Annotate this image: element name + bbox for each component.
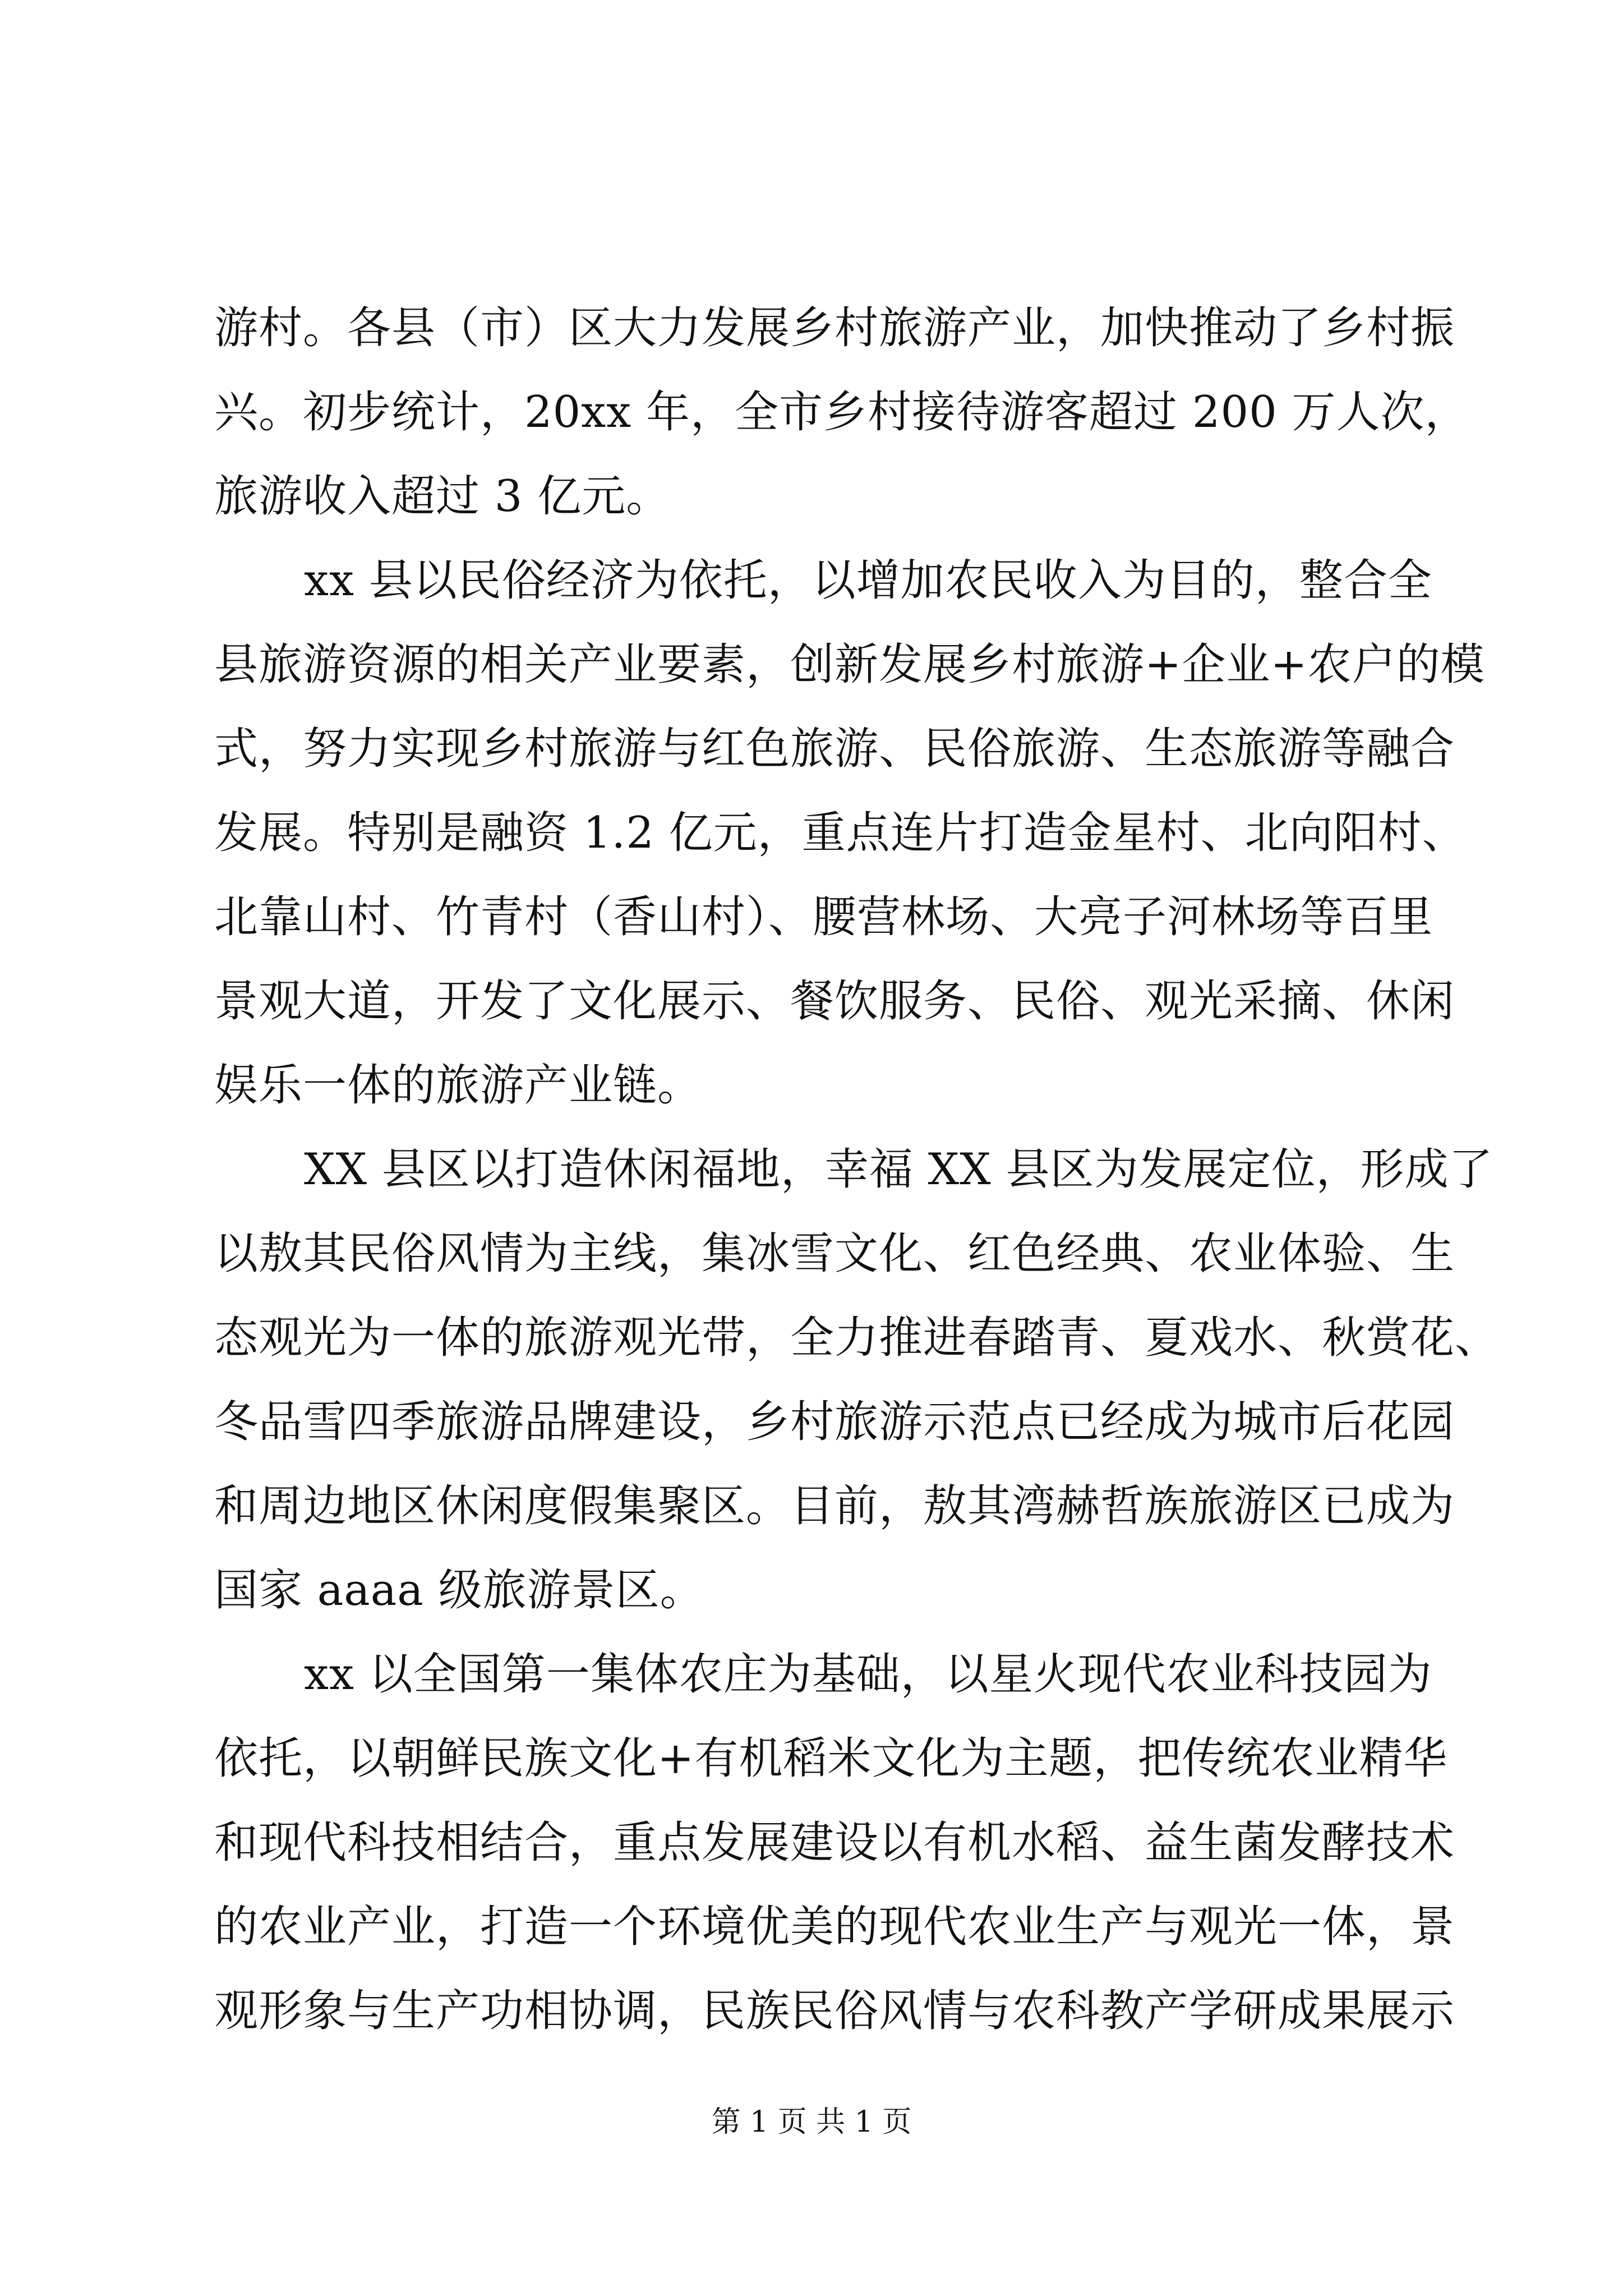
text-line: 以敖其民俗风情为主线，集冰雪文化、红色经典、农业体验、生 bbox=[214, 1228, 1455, 1279]
text-line: 和周边地区休闲度假集聚区。目前，敖其湾赫哲族旅游区已成为 bbox=[214, 1481, 1455, 1531]
text-line: 景观大道，开发了文化展示、餐饮服务、民俗、观光采摘、休闲 bbox=[214, 976, 1455, 1027]
body-text bbox=[214, 286, 1500, 2053]
text-line: 式，努力实现乡村旅游与红色旅游、民俗旅游、生态旅游等融合 bbox=[214, 724, 1455, 774]
text-line: 发展。特别是融资 1.2 亿元，重点连片打造金星村、北向阳村、 bbox=[214, 808, 1467, 858]
page-footer: 第 1 页 共 1 页 bbox=[711, 2105, 912, 2139]
text-line: xx 以全国第一集体农庄为基础，以星火现代农业科技园为 bbox=[304, 1649, 1432, 1700]
text-line: 依托，以朝鲜民族文化+有机稻米文化为主题，把传统农业精华 bbox=[214, 1733, 1448, 1784]
text-line: xx 县以民俗经济为依托，以增加农民收入为目的，整合全 bbox=[304, 555, 1432, 606]
text-line: 兴。初步统计，20xx 年，全市乡村接待游客超过 200 万人次， bbox=[214, 387, 1469, 438]
text-line: 态观光为一体的旅游观光带，全力推进春踏青、夏戏水、秋赏花、 bbox=[214, 1313, 1500, 1363]
text-line: 游村。各县（市）区大力发展乡村旅游产业，加快推动了乡村振 bbox=[214, 303, 1455, 353]
text-line: XX 县区以打造休闲福地，幸福 XX 县区为发展定位，形成了 bbox=[304, 1144, 1493, 1195]
text-line: 娱乐一体的旅游产业链。 bbox=[214, 1060, 702, 1111]
text-line: 国家 aaaa 级旅游景区。 bbox=[214, 1565, 704, 1616]
text-line: 冬品雪四季旅游品牌建设，乡村旅游示范点已经成为城市后花园 bbox=[214, 1397, 1455, 1447]
paragraph-4 bbox=[214, 1632, 1455, 2053]
text-line: 观形象与生产功相协调，民族民俗风情与农科教产学研成果展示 bbox=[214, 1986, 1455, 2036]
text-line: 县旅游资源的相关产业要素，创新发展乡村旅游+企业+农户的模 bbox=[214, 639, 1485, 690]
paragraph-3 bbox=[214, 1128, 1500, 1632]
paragraph-2 bbox=[214, 539, 1485, 1128]
text-line: 旅游收入超过 3 亿元。 bbox=[214, 471, 671, 522]
text-line: 北靠山村、竹青村（香山村）、腰营林场、大亮子河林场等百里 bbox=[214, 892, 1433, 942]
text-line: 和现代科技相结合，重点发展建设以有机水稻、益生菌发酵技术 bbox=[214, 1818, 1455, 1868]
paragraph-1 bbox=[214, 286, 1469, 539]
text-line: 的农业产业，打造一个环境优美的现代农业生产与观光一体，景 bbox=[214, 1902, 1455, 1952]
